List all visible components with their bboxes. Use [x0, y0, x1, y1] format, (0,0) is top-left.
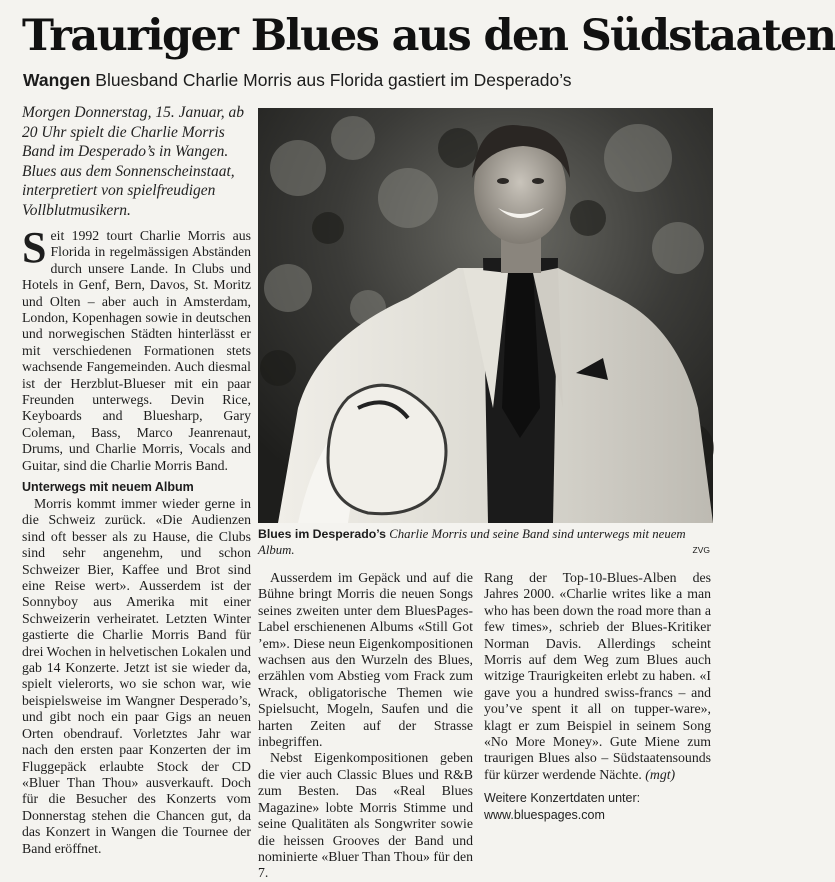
paragraph-intro-text: eit 1992 tourt Charlie Morris aus Florida in regelmässigen Abständen durch unsere Lande. In Clubs und Hotels in Genf, Bern, Davos, St. Moritz und Olten – aber auch in Amsterdam, London, Kopenhagen sowie in deutschen und norwegischen Städten hinterlässt er mit verschiedenen Formationen stets wachsende Fangemeinden. Auch diesmal ist der Herzblut-Blueser mit ein paar Freunden unterwegs. Devin Rice, Keyboards and Bluesharp, Gary Coleman, Bass, Marco Jeanrenaut, Drums, und Charlie Morris, Vocals and Guitar, sind die Charlie Morris Band. [22, 228, 251, 473]
article-subheadline [23, 68, 723, 92]
paragraph-review-text: Rang der Top-10-Blues-Alben des Jahres 2000. «Charlie writes like a man who has been down the road more than a few times», schrieb der Blues-Kritiker Norman Davis. Allerdings scheint Morris auf dem Weg zum Blues auch witzige Traurigkeiten erlebt zu haben. «I gave you a hundred swiss-francs – and you’ve spent it all on tupper-ware», klagt er zum Beispiel in seinem Song «No More Money». Gute Miene zum traurigen Blues also – Südstaatensounds für kürzer werdende Nächte. [484, 570, 711, 782]
paragraph-album: Morris kommt immer wieder gerne in die Schweiz zurück. «Die Audienzen sind oft besser als zu Hause, die Clubs sind sehr angenehm, und schon Schweizer Bier, Kaffee und Brot sind eine Reise wert». Ausserdem ist der Sonnyboy aus Amerika mit einer Schweizerin verheiratet. Letzten Winter gastierte die Charlie Morris Band für drei Wochen in helvetischen Lokalen und gab 14 Konzerte. Jetzt ist sie wieder da, spielt vielerorts, wo sie schon war, wie beispielsweise im Wangner Desperado’s, und gibt noch ein paar Gigs an neuen Orten obendrauf. Vorletztes Jahr war nach den ersten paar Konzerten der im Fluggepäck erlaubte Stock der CD «Bluer Than Thou» ausverkauft. Doch für die Besucher des Konzerts vom Donnerstag stehen die Chancen gut, da das Konzert in Wangen die Tournee der Band eröffnet. [22, 496, 251, 856]
subhead-text: Bluesband Charlie Morris aus Florida gastiert im Desperado’s [95, 70, 572, 90]
author-signature: (mgt) [645, 766, 676, 782]
body-column-1-continued [22, 496, 251, 857]
paragraph-classics: Nebst Eigenkompositionen geben die vier auch Classic Blues und R&B zum Besten. Das «Real Blues Magazine» lobte Morris Stimme und seine Qualitäten als Songwriter sowie die heissen Grooves der Band und nominierte «Bluer Than Thou» für den 7. [258, 750, 473, 881]
subhead-place: Wangen [23, 70, 91, 90]
body-column-3 [484, 570, 711, 783]
caption-lead: Blues im Desperado’s [258, 527, 387, 541]
body-column-1 [22, 223, 251, 474]
caption-text: Charlie Morris und seine Band sind unterwegs mit neuem Album. [258, 527, 686, 557]
paragraph-review [484, 570, 711, 783]
photo-charlie-morris [258, 108, 713, 523]
concert-dates-link[interactable]: Weitere Konzertdaten unter: www.bluespages.com [484, 791, 641, 822]
article-headline: Trauriger Blues aus den Südstaaten [22, 11, 835, 61]
drop-cap: S [22, 223, 47, 272]
photo-caption [258, 526, 713, 558]
paragraph-intro [22, 223, 251, 474]
photo-credit: ZVG [692, 545, 710, 555]
paragraph-new-songs: Ausserdem im Gepäck und auf die Bühne bringt Morris die neuen Songs seines zweiten unter dem BluesPages-Label erschienenen Albums «Still Got ’em». Diese neun Eigenkompositionen wachsen aus den Wurzeln des Blues, erzählen vom Abstieg vom Frack zum Wrack, obligatorische Themen wie Spielsucht, Mogeln, Saufen und die harten Zeiten auf der Strasse inbegriffen. [258, 570, 473, 750]
portrait-illustration [258, 108, 713, 523]
body-column-2 [258, 570, 473, 882]
section-subheading: Unterwegs mit neuem Album [22, 480, 194, 494]
article-lead: Morgen Donnerstag, 15. Januar, ab 20 Uhr spielt die Charlie Morris Band im Desperado’s in Wangen. Blues aus dem Sonnenscheinstaat, interpretiert von spielfreudigen Vollblutmusikern. [22, 104, 245, 219]
